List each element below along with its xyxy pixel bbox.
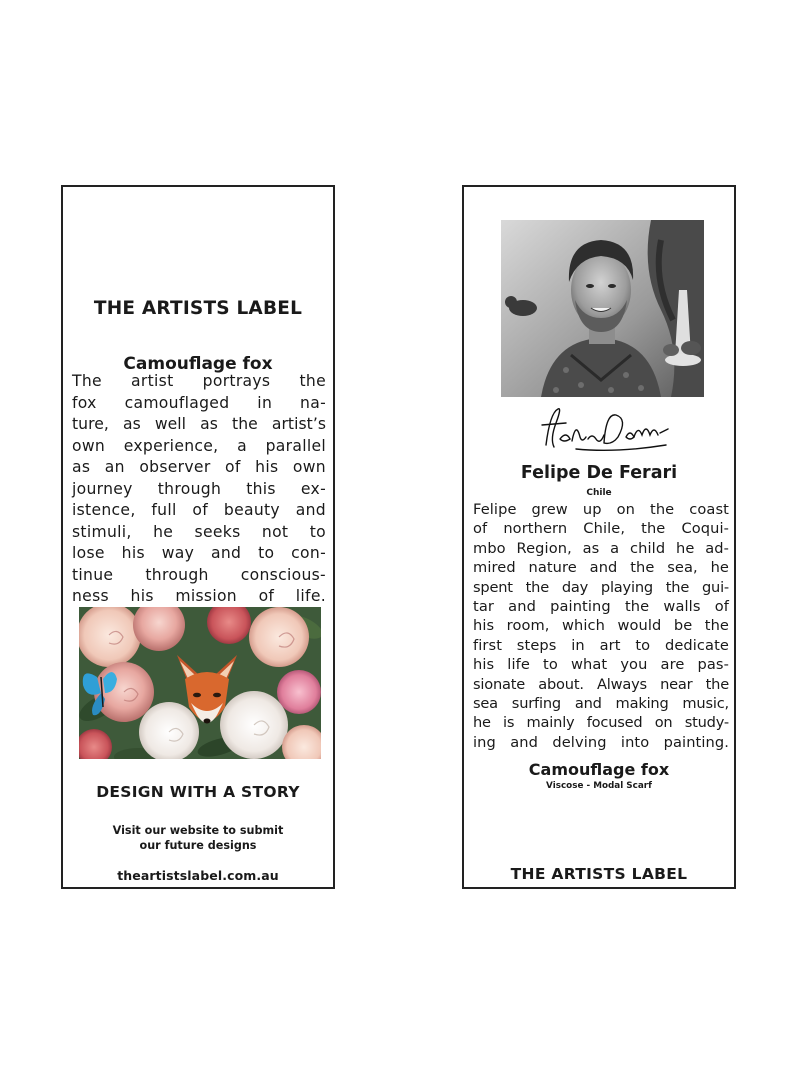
story-line: ture, as well as the artist’s [72,415,326,433]
story-line: lose his way and to con- [72,544,326,562]
right-tag-card [462,185,736,889]
artist-bio [473,500,729,752]
story-line: tinue through conscious- [72,565,326,584]
bio-line: his life to what you are pas- [473,656,729,674]
bio-line: mbo Region, as a child he ad- [473,539,729,557]
bio-line: tar and painting the walls of [473,597,729,615]
bio-line: sionate about. Always near the [473,675,729,693]
artist-country: Chile [586,488,612,498]
story-line: stimuli, he seeks not to [72,522,326,541]
story-line: The artist portrays the [72,372,326,390]
artist-portrait-image [501,220,704,397]
design-story [72,371,326,608]
brand-title: THE ARTISTS LABEL [93,298,303,319]
bio-line: ing and delving into painting. [473,733,729,751]
bio-line: Felipe grew up on the coast [473,501,729,518]
website-link[interactable]: theartistslabel.com.au [117,868,279,883]
fox-painting-image [79,607,321,759]
bio-line: spent the day playing the gui- [473,578,729,596]
bio-line: his room, which would be the [473,617,729,635]
story-line: journey through this ex- [72,479,326,498]
bio-line: sea surfing and making music, [473,694,729,712]
left-tag-card [61,185,335,889]
brand-footer: THE ARTISTS LABEL [510,865,688,883]
visit-line: our future designs [139,839,257,852]
artist-signature-image [536,403,672,459]
bio-line: he is mainly focused on study- [473,714,729,732]
bio-line: of northern Chile, the Coqui- [473,520,729,538]
bio-line: mired nature and the sea, he [473,559,729,577]
story-line: istence, full of beauty and [72,501,326,519]
visit-line: Visit our website to submit [112,824,284,837]
story-line: as an observer of his own [72,458,326,476]
story-line: ness his mission of life. [72,587,326,605]
product-material: Viscose - Modal Scarf [546,781,652,791]
artist-name: Felipe De Ferari [520,463,678,483]
tagline: DESIGN WITH A STORY [96,783,300,801]
story-line: fox camouflaged in na- [72,393,326,412]
bio-line: first steps in art to dedicate [473,636,729,654]
story-line: own experience, a parallel [72,436,326,455]
product-title: Camouflage fox [528,760,670,779]
visit-website-note [63,823,333,853]
design-title: Camouflage fox [123,354,273,374]
